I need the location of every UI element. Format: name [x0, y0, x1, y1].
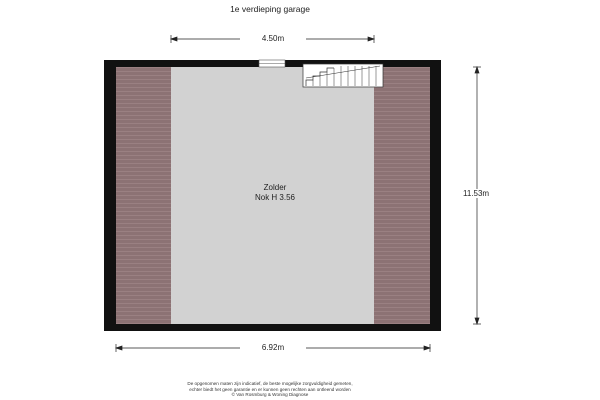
dimension-label-bottom: 6.92m [240, 343, 306, 352]
roof-slope-right [374, 67, 430, 324]
room-name: Zolder [263, 183, 287, 192]
dimension-label-right: 11.53m [463, 189, 490, 198]
room-ridge-height: Nok H 3.56 [254, 193, 296, 202]
dimension-label-top: 4.50m [240, 34, 306, 43]
disclaimer-line-3: © Van Rosmburg & Woning Diagnose [231, 392, 309, 398]
staircase [303, 64, 383, 87]
plan-title: 1e verdieping garage [230, 4, 310, 14]
room-label [220, 183, 330, 203]
disclaimer-line-1: De opgenomen maten zijn indicatief, de beste mogelijke zorgvuldigheid gemeten, [187, 381, 353, 386]
disclaimer-line-2: echter biedt het geen garantie en er kunnen geen rechten aan ontleend worden [189, 386, 351, 392]
disclaimer [120, 381, 420, 398]
roof-slope-left [116, 67, 171, 324]
